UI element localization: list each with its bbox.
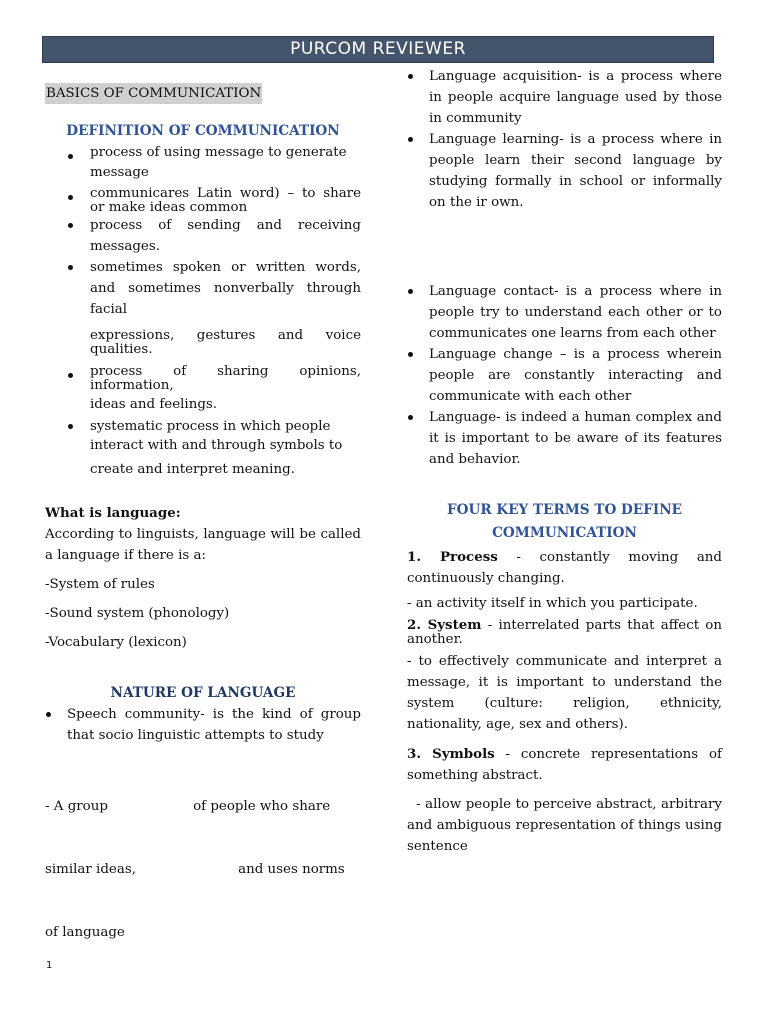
four-key-terms-heading: FOUR KEY TERMS TO DEFINE COMMUNICATION: [447, 502, 682, 541]
definition-item-continuation: create and interpret meaning.: [90, 462, 295, 477]
document-title: PURCOM REVIEWER: [290, 39, 466, 59]
definition-item: systematic process in which people: [45, 416, 361, 437]
term-symbols: 3. Symbols - concrete representations of something abstract.: [407, 746, 722, 783]
definition-item: communicares Latin word) – to share or make ideas common: [45, 187, 361, 215]
language-learning-item: Language learning- is a process where in people learn their second language by studying formally in school or informally on the ir own.: [407, 129, 722, 213]
language-process-list: [407, 66, 722, 470]
requirement-rules: -System of rules: [45, 577, 155, 592]
language-contact-item: Language contact- is a process where in people try to understand each other or to communicates one learns from each other: [407, 281, 722, 344]
definition-item: process of sharing opinions, information,: [45, 365, 361, 393]
nature-list: [45, 704, 361, 746]
term-process: 1. Process - constantly moving and continuously changing.: [407, 549, 722, 586]
what-is-language-heading: What is language:: [45, 505, 181, 521]
definition-list: [45, 146, 361, 480]
basics-heading: BASICS OF COMMUNICATION: [45, 66, 361, 104]
requirement-sound: -Sound system (phonology): [45, 606, 230, 621]
linguists-paragraph: According to linguists, language will be called a language if there is a:: [45, 527, 361, 563]
nature-heading: NATURE OF LANGUAGE: [110, 685, 296, 701]
term-system-detail: - to effectively communicate and interpret a message, it is important to understand the system (culture: religion, ethnicity, nationality, age, sex and others).: [407, 654, 722, 732]
left-column: [45, 66, 361, 985]
definition-item-continuation: interact with and through symbols to: [90, 438, 343, 453]
definition-heading: DEFINITION OF COMMUNICATION: [66, 123, 340, 139]
language-change-item: Language change – is a process wherein people are constantly interacting and communicate with each other: [407, 344, 722, 407]
group-paragraph: [45, 754, 361, 985]
definition-item-continuation: ideas and feelings.: [90, 397, 218, 412]
definition-item: sometimes spoken or written words, and sometimes nonverbally through facial: [45, 257, 361, 320]
right-column: [407, 66, 727, 857]
term-system: 2. System - interrelated parts that affect on another.: [407, 617, 722, 647]
definition-item: process of using message to generate: [45, 146, 361, 160]
definition-item: process of sending and receiving messages.: [45, 215, 361, 257]
term-symbols-detail: - allow people to perceive abstract, arbitrary and ambiguous representation of things using sentence: [407, 797, 727, 854]
definition-item-continuation: message: [90, 165, 149, 180]
requirement-vocabulary: -Vocabulary (lexicon): [45, 635, 187, 650]
group-line: - A group of people who share: [45, 799, 331, 814]
group-line: similar ideas, and uses norms: [45, 862, 345, 877]
document-title-banner: [42, 36, 714, 63]
definition-item-continuation: expressions, gestures and voice qualities.: [90, 328, 361, 357]
nature-item: Speech community- is the kind of group that socio linguistic attempts to study: [45, 704, 361, 746]
language-acquisition-item: Language acquisition- is a process where in people acquire language used by those in community: [407, 66, 722, 129]
group-line: of language: [45, 925, 125, 940]
language-item: Language- is indeed a human complex and it is important to be aware of its features and behavior.: [407, 407, 722, 470]
page-number: 1: [46, 960, 53, 971]
term-process-detail: - an activity itself in which you participate.: [407, 596, 698, 611]
